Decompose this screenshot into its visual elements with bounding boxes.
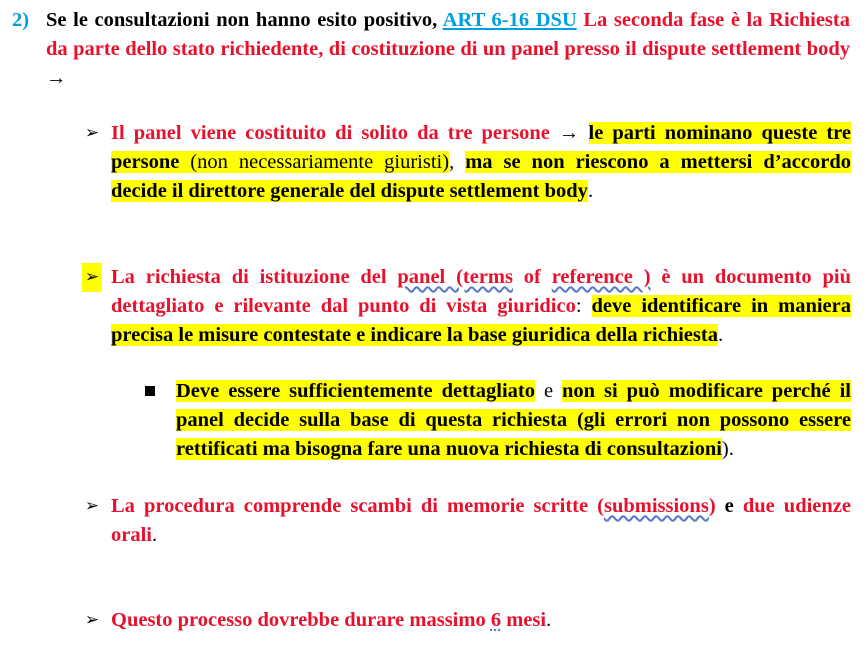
text-segment: ). [721,438,734,460]
highlight-segment: Deve essere sufficientemente dettagliato [176,380,535,402]
text-segment: Se le consultazioni non hanno esito positivo, [46,9,443,31]
arrow-bullet-icon: ➢ [84,610,100,630]
bullet-panel-composition [111,119,851,206]
text-segment: . [717,324,724,346]
spellcheck-segment: 6 [490,609,502,631]
bullet-request-panel [111,263,851,350]
bullet-procedure [111,492,851,550]
text-segment: . [546,609,552,631]
text-segment: La richiesta di istituzione del [111,266,398,288]
paragraph-item-2 [46,6,850,93]
text-segment: e [534,380,563,402]
highlight-segment: le parti nominano queste tre persone [111,122,852,173]
highlight-segment: ma se non riescono a mettersi d’accordo decide il direttore generale del dispute settlement body [111,151,852,202]
text-segment: La procedura comprende scambi di memorie scritte ( [111,495,604,517]
arrow-icon: → [46,67,67,89]
text-segment: , [449,151,466,173]
text-segment: due udienze orali [111,495,851,546]
arrow-icon: → [549,122,589,144]
highlight-segment: non si può modificare perché il panel decide sulla base di questa richiesta (gli errori non possono essere rettificati ma bisogna fare una nuova richiesta di consultazioni [176,380,851,460]
text-segment: La seconda fase è la Richiesta da parte dello stato richiedente, di costituzione di un panel presso il dispute settlement body [46,9,850,60]
arrow-bullet-icon: ➢ [84,123,100,143]
text-segment: . [152,524,158,546]
text-segment: of [512,266,552,288]
arrow-bullet-icon: ➢ [84,496,100,516]
text-segment: è un documento più dettagliato e rilevante dal punto di vista giuridico [111,266,851,317]
sub-bullet-details [176,377,851,464]
spellcheck-segment: panel (terms [397,266,513,288]
text-segment: mesi [501,609,547,631]
bullet-duration [111,606,851,635]
text-segment: e [715,495,743,517]
article-link[interactable]: ART 6-16 DSU [442,9,577,31]
text-segment: ) [708,495,716,517]
list-number: 2) [12,9,30,31]
spellcheck-segment: reference ) [551,266,651,288]
text-segment: : [575,295,592,317]
text-segment: . [587,180,594,202]
highlight-segment: (non necessariamente giuristi) [179,151,450,173]
highlight-segment: deve identificare in maniera precisa le misure contestate e indicare la base giuridica della richiesta [111,295,852,346]
square-bullet-icon [145,386,155,396]
arrow-bullet-icon: ➢ [82,263,102,292]
spellcheck-segment: submissions [603,495,709,517]
text-segment: Il panel viene costituito di solito da tre persone [111,122,550,144]
text-segment: Questo processo dovrebbe durare massimo [111,609,491,631]
